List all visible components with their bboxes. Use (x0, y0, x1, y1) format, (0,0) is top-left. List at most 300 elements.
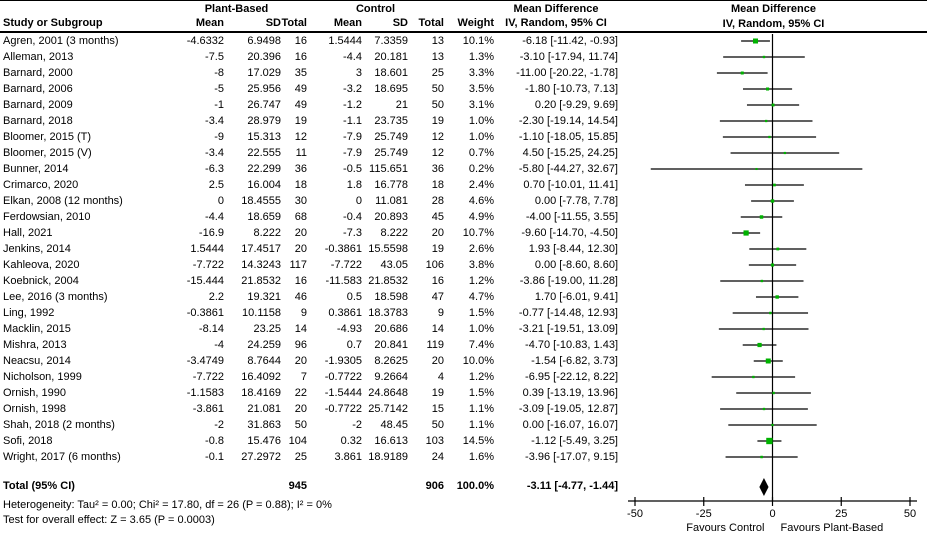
mean-marker (771, 424, 773, 426)
pb-sd-cell: 18.4555 (241, 195, 281, 207)
axis-tick-label: 0 (769, 508, 776, 520)
pb-total-cell: 49 (294, 83, 307, 95)
weight-cell: 1.0% (468, 131, 494, 143)
control-mean-cell: -1.9305 (324, 355, 362, 367)
pb-mean-cell: -3.861 (192, 403, 224, 415)
study-label: Macklin, 2015 (3, 323, 71, 335)
pb-sd-cell: 21.8532 (241, 275, 281, 287)
total-pb-n: 945 (288, 480, 307, 492)
study-row (0, 49, 620, 65)
control-sd-cell: 24.8648 (368, 387, 408, 399)
mean-marker (776, 248, 779, 251)
study-label: Hall, 2021 (3, 227, 53, 239)
weight-cell: 10.0% (462, 355, 494, 367)
ci-text-cell: -3.10 [-17.94, 11.74] (519, 51, 618, 63)
control-sd-cell: 25.749 (374, 147, 408, 159)
study-row (0, 145, 620, 161)
control-total-cell: 13 (431, 35, 444, 47)
control-total-cell: 20 (431, 355, 444, 367)
mean-marker (752, 376, 754, 378)
control-total-cell: 103 (425, 435, 444, 447)
pb-mean-cell: -15.444 (186, 275, 224, 287)
control-mean-column-header: Mean (333, 17, 362, 29)
control-total-cell: 13 (431, 51, 444, 63)
pb-total-cell: 11 (295, 147, 307, 159)
weight-cell: 1.2% (468, 371, 494, 383)
control-total-cell: 24 (431, 451, 444, 463)
mean-difference-text-header: Mean Difference (513, 3, 599, 15)
mean-marker (763, 408, 765, 410)
ci-text-cell: -2.30 [-19.14, 14.54] (518, 115, 618, 127)
axis-tick-label: 25 (835, 508, 848, 520)
ci-text-cell: -6.18 [-11.42, -0.93] (522, 35, 618, 47)
study-row (0, 81, 620, 97)
study-label: Mishra, 2013 (3, 339, 67, 351)
control-sd-cell: 20.893 (374, 211, 408, 223)
pb-total-cell: 22 (294, 387, 307, 399)
pb-total-cell: 16 (294, 35, 307, 47)
control-mean-cell: -7.3 (343, 227, 362, 239)
ci-text-cell: -3.09 [-19.05, 12.87] (518, 403, 618, 415)
group-header-row (0, 2, 618, 17)
pb-mean-cell: -2 (214, 419, 224, 431)
control-sd-cell: 7.3359 (374, 35, 408, 47)
study-label: Ling, 1992 (3, 307, 55, 319)
pb-sd-cell: 6.9498 (247, 35, 281, 47)
study-row (0, 385, 620, 401)
heterogeneity-stats: Heterogeneity: Tau² = 0.00; Chi² = 17.80, df = 26 (P = 0.88); I² = 0% (3, 499, 332, 511)
axis-tick-label: -50 (627, 508, 643, 520)
control-sd-cell: 43.05 (380, 259, 408, 271)
control-mean-cell: 0.7 (346, 339, 362, 351)
pb-mean-cell: -9 (214, 131, 224, 143)
study-row (0, 193, 620, 209)
pb-total-cell: 30 (294, 195, 307, 207)
study-row (0, 97, 620, 113)
ci-text-cell: -3.86 [-19.00, 11.28] (519, 275, 618, 287)
weight-cell: 3.5% (468, 83, 494, 95)
pb-total-cell: 20 (294, 227, 307, 239)
study-row (0, 33, 620, 49)
study-label: Koebnick, 2004 (3, 275, 79, 287)
control-sd-cell: 18.3783 (368, 307, 408, 319)
favours-left-label: Favours Control (686, 522, 765, 534)
ci-text-cell: -11.00 [-20.22, -1.78] (516, 67, 618, 79)
control-total-cell: 16 (431, 275, 444, 287)
study-row (0, 417, 620, 433)
control-mean-cell: -1.5444 (324, 387, 362, 399)
control-total-cell: 50 (431, 99, 444, 111)
pb-sd-cell: 17.4517 (241, 243, 281, 255)
study-row (0, 449, 620, 465)
study-row (0, 369, 620, 385)
mean-marker (775, 295, 778, 298)
weight-cell: 1.6% (468, 451, 494, 463)
mean-marker (741, 72, 744, 75)
pb-sd-cell: 17.029 (247, 67, 281, 79)
pb-mean-cell: -7.722 (192, 259, 224, 271)
ci-text-cell: 4.50 [-15.25, 24.25] (522, 147, 618, 159)
pb-mean-cell: 0 (217, 195, 224, 207)
control-mean-cell: 0.5 (346, 291, 362, 303)
ci-text-cell: 0.00 [-16.07, 16.07] (522, 419, 618, 431)
study-label: Bunner, 2014 (3, 163, 69, 175)
control-total-column-header: Total (418, 17, 444, 29)
weight-cell: 4.7% (468, 291, 494, 303)
pb-mean-cell: -4.4 (205, 211, 224, 223)
header-spacer (444, 2, 494, 17)
pb-total-cell: 46 (294, 291, 307, 303)
pb-total-cell: 9 (300, 307, 307, 319)
pb-mean-cell: -7.722 (192, 371, 224, 383)
mean-marker (760, 456, 762, 458)
pb-total-column-header: Total (281, 17, 307, 29)
control-total-cell: 45 (431, 211, 444, 223)
pb-total-cell: 25 (294, 451, 307, 463)
pb-total-cell: 20 (294, 355, 307, 367)
pb-sd-cell: 24.259 (247, 339, 281, 351)
study-label: Jenkins, 2014 (3, 243, 71, 255)
weight-cell: 3.8% (468, 259, 494, 271)
control-total-cell: 36 (431, 163, 444, 175)
weight-cell: 1.0% (468, 323, 494, 335)
weight-cell: 2.4% (468, 179, 494, 191)
pb-mean-cell: -1.1583 (186, 387, 224, 399)
pb-total-cell: 12 (294, 131, 307, 143)
mean-marker (753, 38, 758, 43)
control-sd-cell: 21 (395, 99, 408, 111)
pb-mean-cell: -8 (214, 67, 224, 79)
mean-marker (757, 343, 761, 347)
study-label: Bloomer, 2015 (V) (3, 147, 92, 159)
ci-text-cell: 0.00 [-7.78, 7.78] (534, 195, 618, 207)
control-sd-cell: 8.222 (380, 227, 408, 239)
total-row (0, 478, 620, 494)
control-mean-cell: 0.32 (340, 435, 362, 447)
pb-sd-cell: 22.299 (247, 163, 281, 175)
pb-sd-cell: 25.956 (247, 83, 281, 95)
weight-cell: 0.7% (468, 147, 494, 159)
study-column-header: Study or Subgroup (3, 17, 103, 29)
mean-marker (773, 184, 776, 187)
control-total-cell: 50 (431, 83, 444, 95)
plant-based-group-header: Plant-Based (204, 3, 269, 15)
control-mean-cell: 1.5444 (328, 35, 362, 47)
control-total-cell: 14 (431, 323, 444, 335)
mean-marker (763, 328, 765, 330)
pb-mean-cell: -3.4 (205, 115, 224, 127)
control-total-cell: 12 (431, 131, 444, 143)
pb-total-cell: 16 (294, 275, 307, 287)
ci-text-cell: 0.39 [-13.19, 13.96] (522, 387, 618, 399)
study-row (0, 337, 620, 353)
pb-total-cell: 117 (289, 259, 307, 271)
pb-sd-cell: 22.555 (247, 147, 281, 159)
ci-method-text-header: IV, Random, 95% CI (505, 17, 607, 29)
study-label: Barnard, 2009 (3, 99, 73, 111)
pb-sd-column-header: SD (265, 17, 281, 29)
study-label: Nicholson, 1999 (3, 371, 82, 383)
pb-sd-cell: 23.25 (253, 323, 281, 335)
forest-plot-svg (620, 0, 927, 544)
control-total-cell: 18 (431, 179, 444, 191)
control-mean-cell: -4.4 (343, 51, 362, 63)
control-total-cell: 47 (431, 291, 444, 303)
pb-mean-cell: 1.5444 (190, 243, 224, 255)
control-mean-cell: -7.9 (343, 131, 362, 143)
control-group-header: Control (355, 3, 396, 15)
ci-text-cell: -5.80 [-44.27, 32.67] (518, 163, 618, 175)
control-sd-cell: 25.749 (374, 131, 408, 143)
ci-text-cell: -1.10 [-18.05, 15.85] (518, 131, 618, 143)
mean-marker (772, 104, 775, 107)
study-label: Ferdowsian, 2010 (3, 211, 91, 223)
weight-cell: 4.6% (468, 195, 494, 207)
study-row (0, 209, 620, 225)
mean-marker (769, 312, 771, 314)
weight-cell: 10.7% (462, 227, 494, 239)
ci-text-cell: -3.96 [-17.07, 9.15] (525, 451, 618, 463)
control-mean-cell: 3 (355, 67, 362, 79)
plot-header-subtitle: IV, Random, 95% CI (722, 18, 825, 30)
control-total-cell: 119 (426, 339, 444, 351)
weight-cell: 2.6% (468, 243, 494, 255)
control-sd-cell: 18.598 (374, 291, 408, 303)
overall-effect-test: Test for overall effect: Z = 3.65 (P = 0.0003) (3, 514, 215, 526)
control-total-cell: 50 (431, 419, 444, 431)
ci-text-cell: -1.54 [-6.82, 3.73] (531, 355, 618, 367)
pb-mean-cell: 2.2 (208, 291, 224, 303)
pb-total-cell: 49 (294, 99, 307, 111)
study-label: Agren, 2001 (3 months) (3, 35, 119, 47)
control-sd-cell: 15.5598 (368, 243, 408, 255)
weight-cell: 7.4% (468, 339, 494, 351)
control-mean-cell: -7.722 (330, 259, 362, 271)
weight-cell: 10.1% (462, 35, 494, 47)
summary-diamond (759, 478, 768, 496)
control-sd-cell: 18.695 (374, 83, 408, 95)
control-mean-cell: -4.93 (336, 323, 362, 335)
ci-text-cell: -3.21 [-19.51, 13.09] (518, 323, 618, 335)
pb-total-cell: 7 (300, 371, 307, 383)
ci-text-cell: -4.00 [-11.55, 3.55] (525, 211, 618, 223)
control-total-cell: 28 (431, 195, 444, 207)
pb-sd-cell: 10.1158 (242, 307, 281, 319)
study-row (0, 289, 620, 305)
control-total-cell: 19 (431, 387, 444, 399)
control-sd-cell: 48.45 (380, 419, 408, 431)
pb-sd-cell: 18.4169 (241, 387, 281, 399)
pb-total-cell: 20 (294, 243, 307, 255)
study-label: Alleman, 2013 (3, 51, 74, 63)
study-label: Wright, 2017 (6 months) (3, 451, 121, 463)
pb-mean-cell: -4 (214, 339, 224, 351)
pb-mean-cell: -4.6332 (186, 35, 224, 47)
ci-text-cell: -1.80 [-10.73, 7.13] (525, 83, 618, 95)
pb-mean-cell: -0.1 (205, 451, 224, 463)
weight-cell: 1.5% (468, 387, 494, 399)
weight-cell: 1.2% (468, 275, 494, 287)
control-sd-column-header: SD (392, 17, 408, 29)
control-mean-cell: 0.3861 (328, 307, 362, 319)
control-sd-cell: 115.651 (369, 163, 408, 175)
control-mean-cell: 0 (355, 195, 362, 207)
control-sd-cell: 23.735 (374, 115, 408, 127)
total-empty-cell (307, 478, 362, 494)
pb-sd-cell: 27.2972 (241, 451, 281, 463)
study-row (0, 129, 620, 145)
study-row (0, 321, 620, 337)
control-sd-cell: 11.081 (375, 195, 408, 207)
study-row (0, 401, 620, 417)
pb-sd-cell: 16.004 (247, 179, 281, 191)
study-label: Ornish, 1998 (3, 403, 66, 415)
pb-mean-cell: -7.5 (205, 51, 224, 63)
pb-sd-cell: 16.4092 (241, 371, 281, 383)
pb-total-cell: 20 (294, 403, 307, 415)
control-total-cell: 25 (431, 67, 444, 79)
study-label: Ornish, 1990 (3, 387, 66, 399)
ci-text-cell: -9.60 [-14.70, -4.50] (521, 227, 618, 239)
study-label: Sofi, 2018 (3, 435, 53, 447)
pb-total-cell: 18 (294, 179, 307, 191)
control-mean-cell: -0.7722 (324, 403, 362, 415)
study-label: Shah, 2018 (2 months) (3, 419, 115, 431)
weight-cell: 3.1% (468, 99, 494, 111)
pb-sd-cell: 20.396 (247, 51, 281, 63)
control-mean-cell: -0.7722 (324, 371, 362, 383)
pb-mean-cell: -3.4 (205, 147, 224, 159)
pb-total-cell: 96 (294, 339, 307, 351)
mean-marker (766, 438, 772, 444)
control-total-cell: 19 (431, 243, 444, 255)
pb-sd-cell: 31.863 (247, 419, 281, 431)
pb-mean-column-header: Mean (195, 17, 224, 29)
header-spacer (0, 2, 166, 17)
weight-cell: 1.1% (468, 403, 494, 415)
study-label: Neacsu, 2014 (3, 355, 71, 367)
ci-text-cell: -1.12 [-5.49, 3.25] (531, 435, 618, 447)
mean-marker (761, 280, 763, 282)
study-row (0, 257, 620, 273)
pb-mean-cell: 2.5 (208, 179, 224, 191)
study-row (0, 177, 620, 193)
control-mean-cell: -11.583 (325, 275, 362, 287)
mean-marker (763, 56, 765, 58)
weight-cell: 14.5% (462, 435, 494, 447)
control-sd-cell: 9.2664 (374, 371, 408, 383)
pb-sd-cell: 18.659 (247, 211, 281, 223)
pb-sd-cell: 21.081 (247, 403, 281, 415)
control-total-cell: 12 (431, 147, 444, 159)
weight-cell: 1.3% (468, 51, 494, 63)
pb-total-cell: 50 (294, 419, 307, 431)
mean-marker (760, 215, 763, 218)
study-row (0, 225, 620, 241)
study-label: Lee, 2016 (3 months) (3, 291, 108, 303)
study-label: Elkan, 2008 (12 months) (3, 195, 123, 207)
study-label: Crimarco, 2020 (3, 179, 79, 191)
ci-text-cell: -6.95 [-22.12, 8.22] (525, 371, 618, 383)
pb-mean-cell: -16.9 (198, 227, 224, 239)
control-sd-cell: 8.2625 (374, 355, 408, 367)
pb-sd-cell: 19.321 (247, 291, 281, 303)
control-mean-cell: -2 (352, 419, 362, 431)
ci-text-cell: -4.70 [-10.83, 1.43] (525, 339, 618, 351)
study-row (0, 161, 620, 177)
pb-sd-cell: 15.313 (247, 131, 281, 143)
mean-marker (768, 136, 770, 138)
pb-total-cell: 16 (294, 51, 307, 63)
pb-mean-cell: -1 (214, 99, 224, 111)
mean-marker (771, 199, 774, 202)
study-label: Bloomer, 2015 (T) (3, 131, 92, 143)
pb-sd-cell: 14.3243 (241, 259, 281, 271)
pb-mean-cell: -3.4749 (186, 355, 224, 367)
study-row (0, 273, 620, 289)
study-label: Barnard, 2018 (3, 115, 73, 127)
control-sd-cell: 18.9189 (368, 451, 408, 463)
study-row (0, 113, 620, 129)
control-mean-cell: -0.3861 (324, 243, 362, 255)
mean-marker (766, 87, 769, 90)
ci-text-cell: 0.20 [-9.29, 9.69] (534, 99, 618, 111)
study-rows (0, 33, 620, 465)
control-mean-cell: -1.1 (343, 115, 362, 127)
total-label: Total (95% CI) (3, 480, 75, 492)
mean-marker (756, 168, 758, 170)
total-ci-text: -3.11 [-4.77, -1.44] (526, 480, 618, 492)
pb-total-cell: 14 (294, 323, 307, 335)
pb-mean-cell: -6.3 (205, 163, 224, 175)
total-control-n: 906 (425, 480, 444, 492)
total-empty-cell (224, 478, 281, 494)
control-mean-cell: -0.4 (343, 211, 362, 223)
weight-cell: 1.5% (468, 307, 494, 319)
study-label: Barnard, 2006 (3, 83, 73, 95)
study-row (0, 305, 620, 321)
ci-text-cell: -0.77 [-14.48, 12.93] (518, 307, 618, 319)
pb-mean-cell: -0.3861 (186, 307, 224, 319)
weight-cell: 0.2% (468, 163, 494, 175)
control-mean-cell: 3.861 (334, 451, 362, 463)
control-mean-cell: -3.2 (343, 83, 362, 95)
study-row (0, 241, 620, 257)
control-mean-cell: 1.8 (346, 179, 362, 191)
total-weight: 100.0% (456, 480, 494, 492)
control-sd-cell: 18.601 (374, 67, 408, 79)
control-total-cell: 4 (437, 371, 444, 383)
pb-sd-cell: 15.476 (247, 435, 281, 447)
control-sd-cell: 20.686 (374, 323, 408, 335)
control-sd-cell: 20.841 (374, 339, 408, 351)
pb-total-cell: 68 (294, 211, 307, 223)
ci-text-cell: 1.70 [-6.01, 9.41] (534, 291, 618, 303)
total-empty-cell (362, 478, 408, 494)
control-sd-cell: 20.181 (374, 51, 408, 63)
control-total-cell: 15 (431, 403, 444, 415)
pb-total-cell: 104 (288, 435, 307, 447)
axis-tick-label: 50 (903, 508, 917, 520)
control-mean-cell: -7.9 (343, 147, 362, 159)
control-total-cell: 20 (431, 227, 444, 239)
pb-mean-cell: -8.14 (198, 323, 224, 335)
control-total-cell: 106 (425, 259, 444, 271)
total-empty-cell (166, 478, 224, 494)
control-sd-cell: 16.778 (374, 179, 408, 191)
axis-tick-label: -25 (695, 508, 712, 520)
study-label: Kahleova, 2020 (3, 259, 80, 271)
